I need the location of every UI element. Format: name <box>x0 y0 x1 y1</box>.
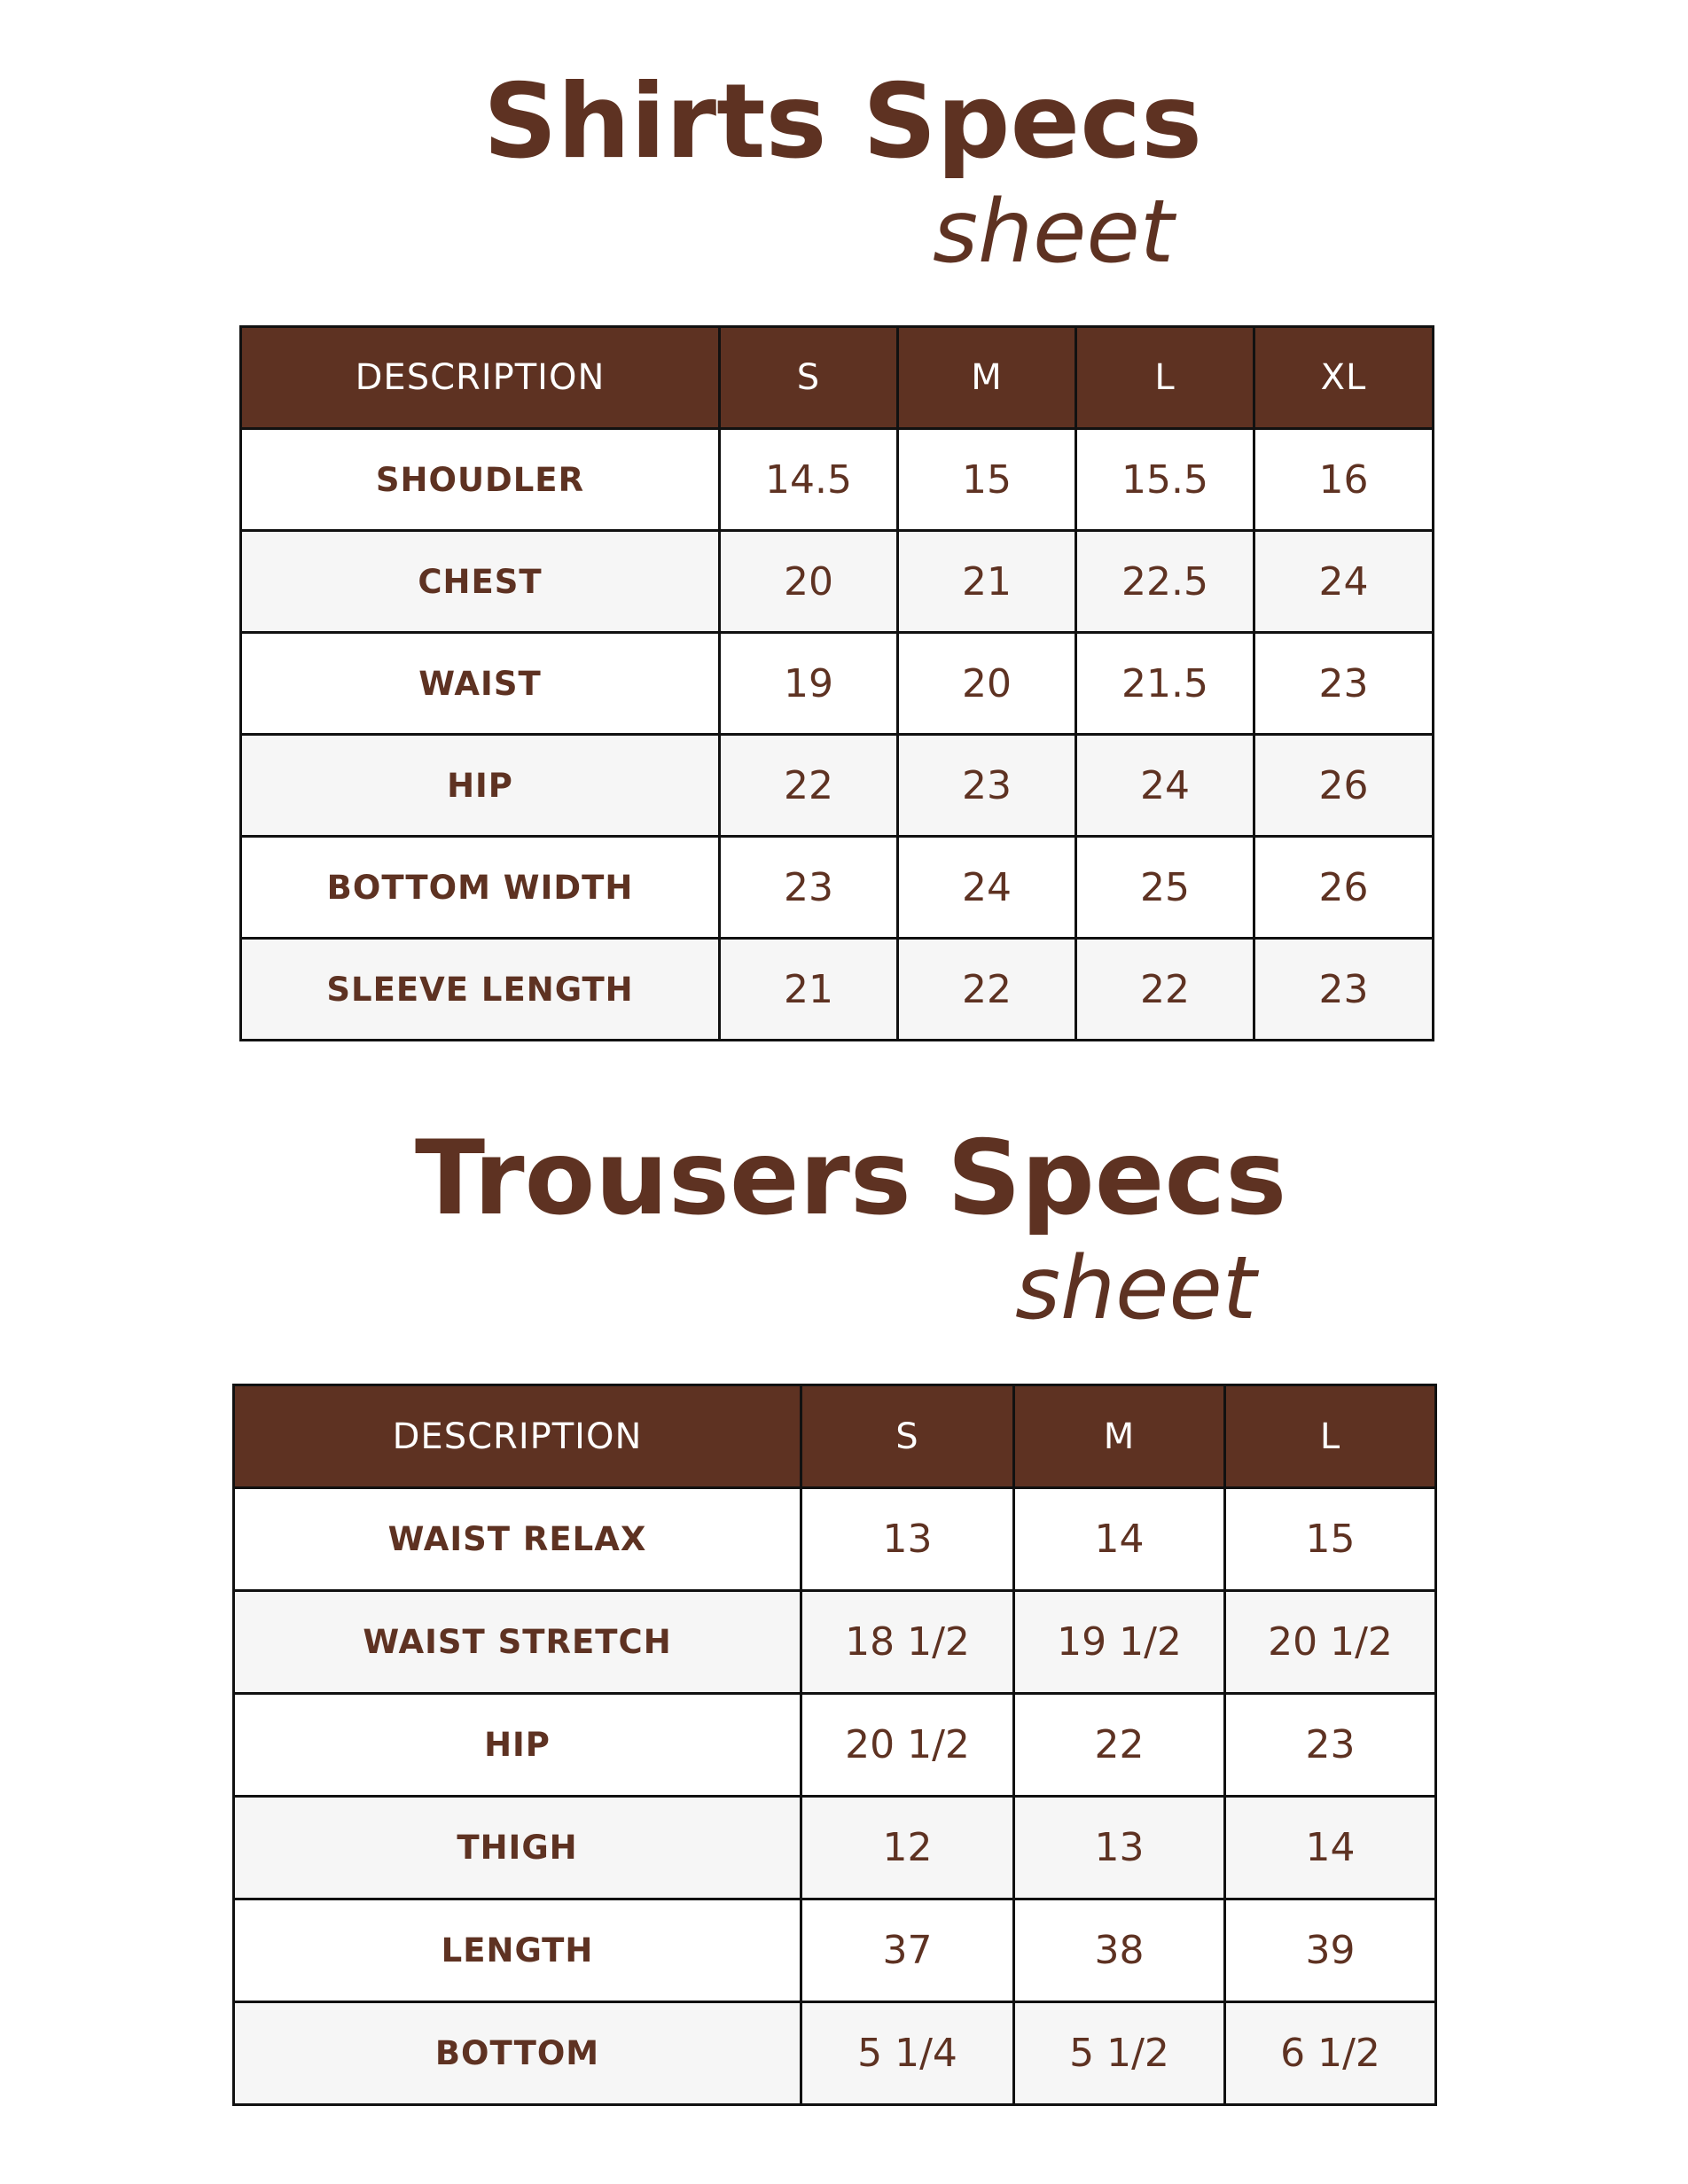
shirts-header-row <box>241 327 1434 429</box>
cell-value: 21.5 <box>1076 633 1254 735</box>
cell-value: 23 <box>720 837 898 939</box>
cell-value: 20 <box>898 633 1076 735</box>
table-row <box>234 1899 1436 2002</box>
row-label: THIGH <box>234 1797 801 1899</box>
cell-value: 5 1/4 <box>801 2002 1014 2105</box>
table-row <box>241 429 1434 531</box>
row-label: CHEST <box>241 531 720 633</box>
cell-value: 20 1/2 <box>801 1694 1014 1797</box>
cell-value: 15 <box>898 429 1076 531</box>
cell-value: 26 <box>1254 837 1434 939</box>
cell-value: 37 <box>801 1899 1014 2002</box>
table-row <box>241 837 1434 939</box>
cell-value: 14 <box>1014 1488 1225 1591</box>
cell-value: 20 1/2 <box>1225 1591 1436 1694</box>
cell-value: 14 <box>1225 1797 1436 1899</box>
cell-value: 23 <box>1254 633 1434 735</box>
trousers-header-description: DESCRIPTION <box>234 1385 801 1488</box>
trousers-header-m: M <box>1014 1385 1225 1488</box>
cell-value: 22 <box>720 735 898 837</box>
shirts-header-m: M <box>898 327 1076 429</box>
trousers-subtitle: sheet <box>1015 1238 1257 1339</box>
row-label: BOTTOM WIDTH <box>241 837 720 939</box>
row-label: BOTTOM <box>234 2002 801 2105</box>
shirts-spec-table <box>239 325 1434 1041</box>
cell-value: 23 <box>1225 1694 1436 1797</box>
cell-value: 19 1/2 <box>1014 1591 1225 1694</box>
table-row <box>234 1797 1436 1899</box>
cell-value: 19 <box>720 633 898 735</box>
cell-value: 22.5 <box>1076 531 1254 633</box>
table-row <box>234 1591 1436 1694</box>
shirts-subtitle: sheet <box>933 182 1175 283</box>
cell-value: 13 <box>1014 1797 1225 1899</box>
table-row <box>234 1694 1436 1797</box>
cell-value: 25 <box>1076 837 1254 939</box>
cell-value: 21 <box>720 939 898 1041</box>
cell-value: 22 <box>1076 939 1254 1041</box>
table-row <box>241 633 1434 735</box>
cell-value: 6 1/2 <box>1225 2002 1436 2105</box>
cell-value: 12 <box>801 1797 1014 1899</box>
shirts-header-xl: XL <box>1254 327 1434 429</box>
row-label: SHOUDLER <box>241 429 720 531</box>
trousers-spec-table <box>232 1384 1437 2106</box>
row-label: HIP <box>241 735 720 837</box>
cell-value: 14.5 <box>720 429 898 531</box>
trousers-title: Trousers Specs <box>415 1119 1287 1238</box>
row-label: HIP <box>234 1694 801 1797</box>
cell-value: 39 <box>1225 1899 1436 2002</box>
shirts-header-description: DESCRIPTION <box>241 327 720 429</box>
cell-value: 23 <box>898 735 1076 837</box>
row-label: SLEEVE LENGTH <box>241 939 720 1041</box>
cell-value: 20 <box>720 531 898 633</box>
shirts-header-s: S <box>720 327 898 429</box>
cell-value: 24 <box>1254 531 1434 633</box>
cell-value: 13 <box>801 1488 1014 1591</box>
cell-value: 38 <box>1014 1899 1225 2002</box>
shirts-header-l: L <box>1076 327 1254 429</box>
cell-value: 5 1/2 <box>1014 2002 1225 2105</box>
shirts-title: Shirts Specs <box>483 62 1203 182</box>
row-label: WAIST <box>241 633 720 735</box>
trousers-header-s: S <box>801 1385 1014 1488</box>
table-row <box>234 2002 1436 2105</box>
cell-value: 23 <box>1254 939 1434 1041</box>
cell-value: 26 <box>1254 735 1434 837</box>
cell-value: 22 <box>1014 1694 1225 1797</box>
table-row <box>234 1488 1436 1591</box>
table-row <box>241 939 1434 1041</box>
cell-value: 24 <box>898 837 1076 939</box>
cell-value: 21 <box>898 531 1076 633</box>
cell-value: 24 <box>1076 735 1254 837</box>
row-label: WAIST RELAX <box>234 1488 801 1591</box>
trousers-header-row <box>234 1385 1436 1488</box>
cell-value: 15 <box>1225 1488 1436 1591</box>
cell-value: 22 <box>898 939 1076 1041</box>
cell-value: 16 <box>1254 429 1434 531</box>
row-label: WAIST STRETCH <box>234 1591 801 1694</box>
cell-value: 15.5 <box>1076 429 1254 531</box>
row-label: LENGTH <box>234 1899 801 2002</box>
table-row <box>241 531 1434 633</box>
cell-value: 18 1/2 <box>801 1591 1014 1694</box>
table-row <box>241 735 1434 837</box>
trousers-header-l: L <box>1225 1385 1436 1488</box>
